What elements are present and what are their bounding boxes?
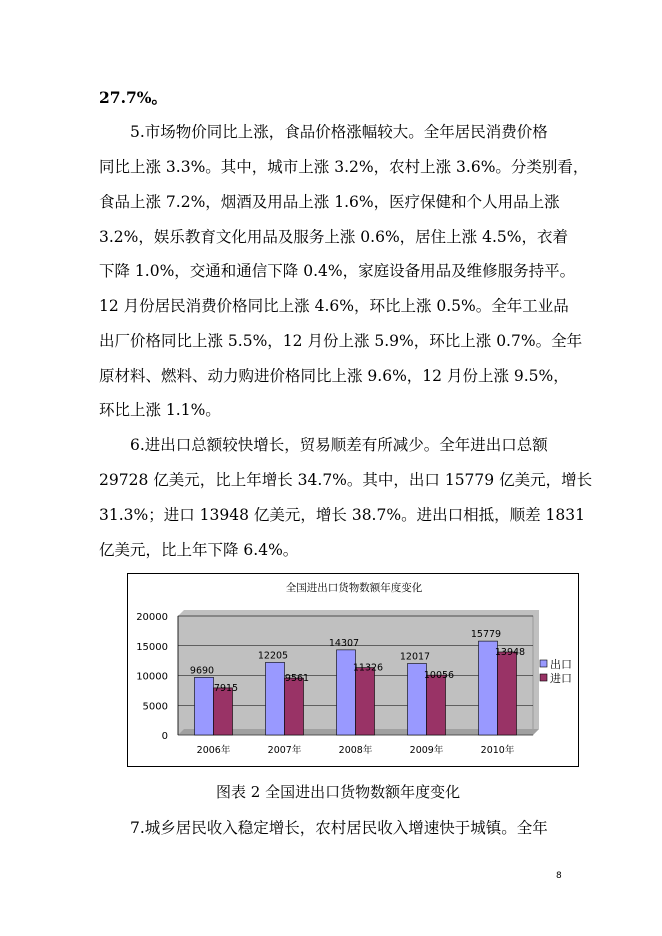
bar-import xyxy=(214,688,233,735)
text-line-top: 27.7%。 xyxy=(99,88,167,107)
bar-import xyxy=(285,678,304,735)
para5-line-2: 同比上涨 3.3%。其中，城市上涨 3.2%，农村上涨 3.6%。分类别看， xyxy=(99,158,589,176)
bar-import xyxy=(356,668,375,735)
bar-export xyxy=(195,677,214,735)
para5-line-1: 5.市场物价同比上涨，食品价格涨幅较大。全年居民消费价格 xyxy=(130,123,548,141)
y-tick-label: 0 xyxy=(161,731,168,742)
para5-line-6: 12 月份居民消费价格同比上涨 4.6%，环比上涨 0.5%。全年工业品 xyxy=(99,297,569,315)
bar-import xyxy=(498,652,517,735)
x-tick-label: 2007年 xyxy=(267,745,302,756)
legend-label: 进口 xyxy=(550,672,572,685)
para6-line-1: 6.进出口总额较快增长，贸易顺差有所减少。全年进出口总额 xyxy=(130,436,548,454)
x-tick-label: 2008年 xyxy=(338,745,373,756)
para5-line-7: 出厂价格同比上涨 5.5%，12 月份上涨 5.9%，环比上涨 0.7%。全年 xyxy=(99,332,583,350)
data-label: 11326 xyxy=(352,662,384,674)
legend-label: 出口 xyxy=(550,658,572,671)
page-number: 8 xyxy=(556,871,562,881)
chart-title: 全国进出口货物数额年度变化 xyxy=(285,582,423,594)
y-tick-label: 20000 xyxy=(136,612,168,623)
para6-line-4: 亿美元，比上年下降 6.4%。 xyxy=(99,541,299,559)
data-label: 7915 xyxy=(213,682,239,694)
bar-chart xyxy=(128,574,580,768)
para7-line-1: 7.城乡居民收入稳定增长，农村居民收入增速快于城镇。全年 xyxy=(130,819,548,837)
chart-container xyxy=(127,573,579,767)
y-tick-label: 10000 xyxy=(136,671,168,683)
data-label: 9690 xyxy=(189,665,215,677)
x-tick-label: 2010年 xyxy=(480,745,515,756)
x-tick-label: 2009年 xyxy=(409,745,444,756)
para6-line-2: 29728 亿美元，比上年增长 34.7%。其中，出口 15779 亿美元，增长 xyxy=(99,471,593,489)
data-label: 15779 xyxy=(470,629,502,641)
para6-line-3: 31.3%；进口 13948 亿美元，增长 38.7%。进出口相抵，顺差 1831 xyxy=(99,506,585,524)
data-label: 9561 xyxy=(284,673,310,685)
legend-swatch xyxy=(540,660,547,667)
data-label: 14307 xyxy=(328,637,360,649)
para5-line-5: 下降 1.0%，交通和通信下降 0.4%，家庭设备用品及维修服务持平。 xyxy=(99,262,576,280)
para5-line-9: 环比上涨 1.1%。 xyxy=(99,401,221,419)
data-label: 12205 xyxy=(257,650,289,662)
para5-line-3: 食品上涨 7.2%，烟酒及用品上涨 1.6%，医疗保健和个人用品上涨 xyxy=(99,193,560,211)
data-label: 12017 xyxy=(399,651,431,663)
para5-line-8: 原材料、燃料、动力购进价格同比上涨 9.6%，12 月份上涨 9.5%， xyxy=(99,367,569,385)
y-tick-label: 15000 xyxy=(136,641,168,653)
bar-import xyxy=(427,675,446,735)
figure-caption: 图表 2 全国进出口货物数额年度变化 xyxy=(216,783,461,801)
bar-export xyxy=(266,662,285,735)
x-tick-label: 2006年 xyxy=(196,745,231,756)
data-label: 10056 xyxy=(423,670,455,682)
legend-swatch xyxy=(540,674,547,681)
y-tick-label: 5000 xyxy=(142,701,168,713)
para5-line-4: 3.2%，娱乐教育文化用品及服务上涨 0.6%，居住上涨 4.5%，衣着 xyxy=(99,228,568,246)
data-label: 13948 xyxy=(494,647,526,659)
